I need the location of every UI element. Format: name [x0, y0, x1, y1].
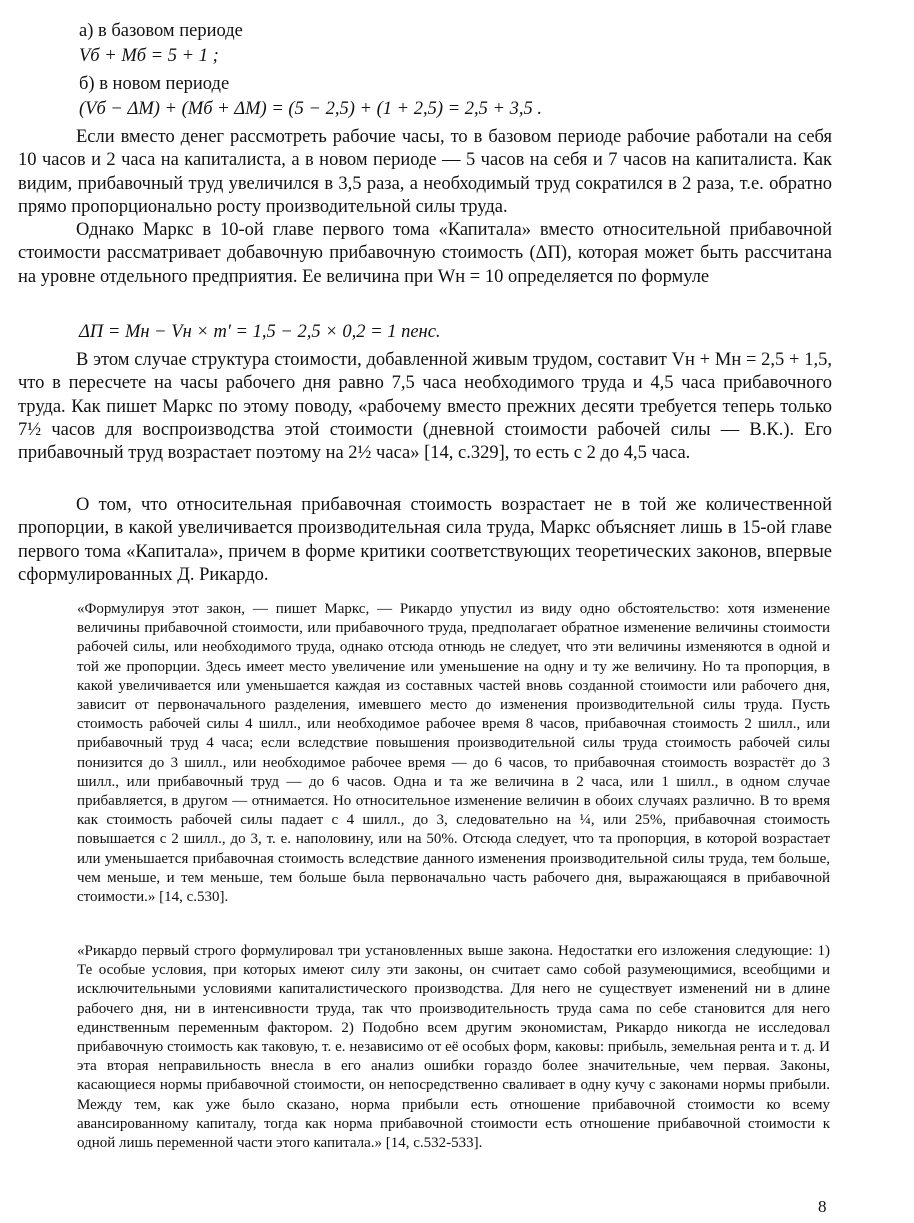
new-period-label: б) в новом периоде — [79, 74, 230, 94]
additional-surplus-formula: ΔП = Mн − Vн × m′ = 1,5 − 2,5 × 0,2 = 1 пенс. — [79, 322, 441, 342]
base-period-formula: Vб + Mб = 5 + 1 ; — [79, 46, 219, 66]
base-period-label: а) в базовом периоде — [79, 21, 243, 41]
quote-marx-on-ricardo: «Формулируя этот закон, — пишет Маркс, — Рикардо упустил из виду одно обстоятельство: хотя изменение величины прибавочной стоимости, или прибавочного труда, предполагает обратное изменение величины стоимости рабочей силы, или необходимого труда, однако отсюда отнюдь не следует, что эти величины изменяются в одной и той же пропорции. Здесь имеет место увеличение или уменьшение на одну и ту же величину. Но та пропорция, в какой увеличивается или уменьшается каждая из составных частей вновь созданной стоимости или рабочего дня, зависит от первоначального разделения, имевшего место до изменения производительной силы труда. Пусть стоимость рабочей силы 4 шилл., или необходимое рабочее время 8 часов, прибавочная стоимость 2 шилл., или прибавочный труд 4 часа; если вследствие повышения производительной силы труда стоимость рабочей силы понизится до 3 шилл., или необходимое рабочее время — до 6 часов, то прибавочная стоимость возрастёт до 3 шилл., или прибавочный труд — до 6 часов. Одна и та же величина в 2 часа, или 1 шилл., в одном случае прибавляется, в другом — отнимается. Но относительное изменение величин в обоих случаях различно. В то время как стоимость рабочей силы падает с 4 шилл., до 3, следовательно на ¼, или 25%, прибавочная стоимость повышается с 2 шилл., до 3, т. е. наполовину, или на 50%. Отсюда следует, что та пропорция, в которой возрастает или уменьшается прибавочная стоимость вследствие данного изменения производительной силы труда, тем больше, чем меньше, и тем меньше, тем больше была первоначально часть рабочего дня, выражающаяся в прибавочной стоимости.» [14, с.530]. — [77, 601, 830, 906]
new-period-formula: (Vб − ΔM) + (Mб + ΔM) = (5 − 2,5) + (1 + 2,5) = 2,5 + 3,5 . — [79, 99, 542, 119]
page-number: 8 — [818, 1197, 827, 1216]
paragraph-working-hours: Если вместо денег рассмотреть рабочие часы, то в базовом периоде рабочие работали на себя 10 часов и 2 часа на капиталиста, а в новом периоде — 5 часов на себя и 7 часов на капиталиста. Как видим, прибавочный труд увеличился в 3,5 раза, а необходимый труд сократился в 2 раза, т.е. обратно прямо пропорционально росту производительной силы труда. — [18, 127, 832, 217]
paragraph-additional-surplus-value: Однако Маркс в 10-ой главе первого тома «Капитала» вместо относительной прибавочной стоимости рассматривает добавочную прибавочную стоимость (ΔП), которая может быть рассчитана на уровне отдельного предприятия. Ее величина при Wн = 10 определяется по формуле — [18, 220, 832, 287]
paragraph-ricardo-laws: О том, что относительная прибавочная стоимость возрастает не в той же количественной пропорции, в какой увеличивается производительная сила труда, Маркс объясняет лишь в 15-ой главе первого тома «Капитала», причем в форме критики соответствующих теоретических законов, впервые сформулированных Д. Рикардо. — [18, 495, 832, 585]
paragraph-value-structure: В этом случае структура стоимости, добавленной живым трудом, составит Vн + Mн = 2,5 + 1,5, что в пересчете на часы рабочего дня равно 7,5 часа необходимого труда и 4,5 часа прибавочного труда. Как пишет Маркс по этому поводу, «рабочему вместо прежних десяти требуется теперь только 7½ часов для воспроизводства этой стоимости (дневной стоимости рабочей силы — В.К.). Его прибавочный труд возрастает поэтому на 2½ часа» [14, с.329], то есть с 2 до 4,5 часа. — [18, 350, 832, 464]
quote-ricardo-deficiencies: «Рикардо первый строго формулировал три установленных выше закона. Недостатки его изложения следующие: 1) Те особые условия, при которых имеют силу эти законы, он считает само собой разумеющимися, всеобщими и исключительными условиями капиталистического производства. Для него не существует изменений ни в длине рабочего дня, ни в интенсивности труда, так что производительность труда сама по себе становится для него единственным переменным фактором. 2) Подобно всем другим экономистам, Рикардо никогда не исследовал прибавочную стоимость как таковую, т. е. независимо от её особых форм, каковы: прибыль, земельная рента и т. д. И эта вторая неправильность внесла в его анализ ошибки гораздо более значительные, чем первая. Законы, касающиеся нормы прибавочной стоимости, он непосредственно сваливает в одну кучу с законами нормы прибыли. Между тем, как уже было сказано, норма прибыли есть отношение прибавочной стоимости ко всему авансированному капиталу, тогда как норма прибавочной стоимости есть отношение прибавочной стоимости к одной лишь переменной части этого капитала.» [14, с.532-533]. — [77, 943, 830, 1152]
